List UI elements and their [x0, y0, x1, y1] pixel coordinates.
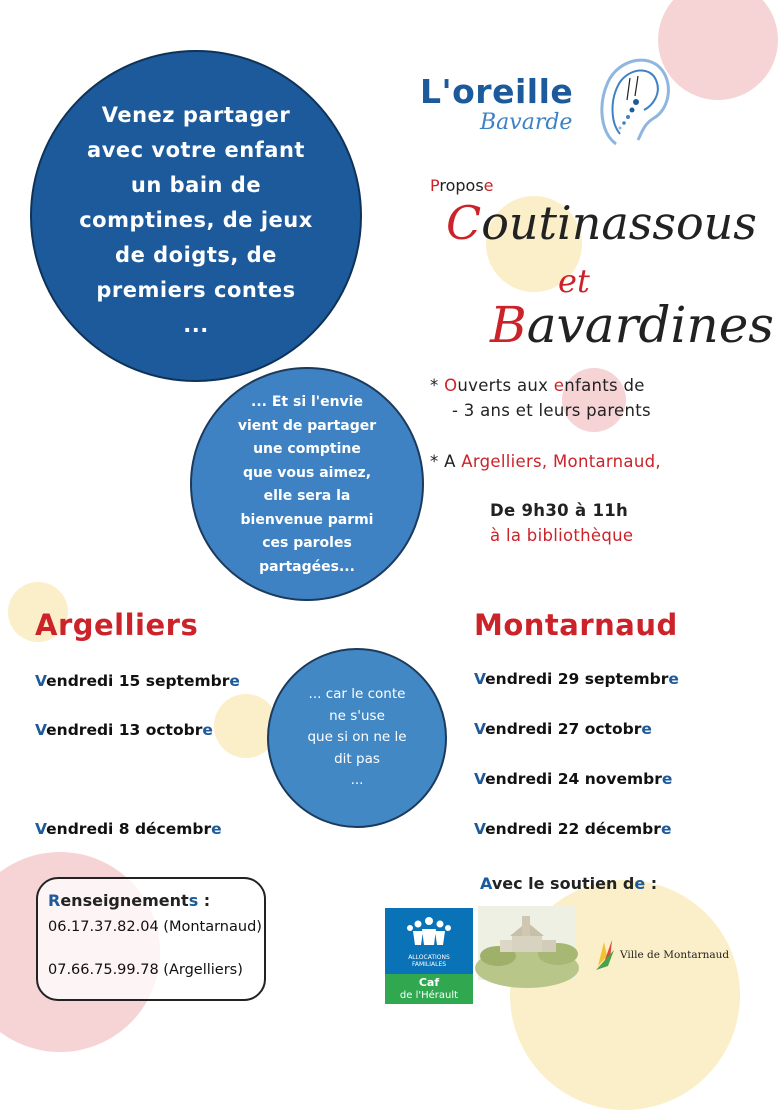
- ville-logo: [594, 936, 730, 972]
- phone-montarnaud: 06.17.37.82.04 (Montarnaud): [48, 919, 262, 935]
- decor-circle-pink: [658, 0, 778, 100]
- contact-box: [36, 877, 266, 1001]
- caf-logo: [385, 908, 473, 1001]
- argelliers-date: Vendredi 8 décembre: [35, 820, 222, 838]
- invitation-text: ... Et si l'envie vient de partager une comptine que vous aimez, elle sera la bienvenue parmi ces paroles partagées...: [237, 394, 377, 575]
- argelliers-date: Vendredi 15 septembre: [35, 672, 240, 690]
- village-photo: [478, 906, 576, 980]
- ville-label: Ville de Montarnaud: [620, 949, 730, 961]
- intro-text: Venez partager avec votre enfant un bain de comptines, de jeux de doigts, de premiers contes ...: [79, 102, 313, 337]
- event-title-line3: Bavardines: [490, 296, 774, 354]
- intro-circle: [30, 50, 362, 382]
- venue-line: à la bibliothèque: [490, 526, 634, 545]
- quote-text: ... car le conte ne s'use que si on ne le dit pas ...: [307, 686, 407, 789]
- ear-icon: [594, 52, 674, 152]
- caf-dept: de l'Hérault: [399, 990, 459, 1001]
- phone-argelliers: 07.66.75.99.78 (Argelliers): [48, 962, 243, 978]
- time-line: De 9h30 à 11h: [490, 501, 629, 520]
- event-title-line1: Coutinassous: [446, 196, 757, 250]
- logo-subtitle: Bavarde: [480, 110, 573, 135]
- argelliers-date: Vendredi 13 octobre: [35, 721, 213, 739]
- ville-emblem-icon: [594, 936, 618, 972]
- montarnaud-date: Vendredi 29 septembre: [474, 670, 679, 688]
- oreille-bavarde-logo: [412, 52, 672, 152]
- logo-title: L'oreille: [420, 72, 574, 111]
- propose-label: Propose: [430, 176, 494, 195]
- audience-line: * Ouverts aux enfants de: [430, 376, 645, 395]
- montarnaud-heading: Montarnaud: [474, 608, 678, 642]
- invitation-circle: [190, 367, 424, 601]
- montarnaud-date: Vendredi 24 novembre: [474, 770, 673, 788]
- montarnaud-date: Vendredi 27 octobre: [474, 720, 652, 738]
- caf-name: Caf: [418, 976, 440, 989]
- family-icon: [404, 915, 454, 949]
- audience-line-2: - 3 ans et leurs parents: [452, 401, 651, 420]
- argelliers-heading: Argelliers: [35, 608, 199, 642]
- location-line: * A Argelliers, Montarnaud,: [430, 452, 661, 471]
- montarnaud-date: Vendredi 22 décembre: [474, 820, 672, 838]
- support-label: Avec le soutien de :: [480, 874, 658, 893]
- contact-heading: Renseignements :: [48, 891, 211, 910]
- quote-circle: [267, 648, 447, 828]
- event-title-line2: et: [558, 262, 590, 300]
- caf-tagline: ALLOCATIONS FAMILIALES: [408, 954, 450, 968]
